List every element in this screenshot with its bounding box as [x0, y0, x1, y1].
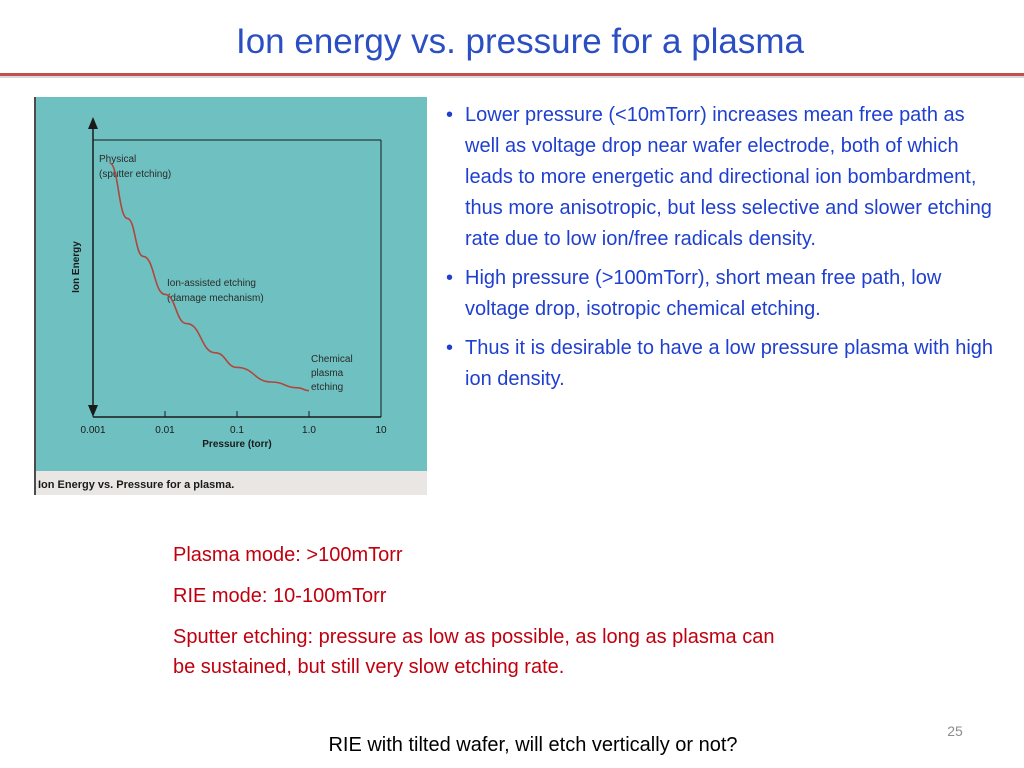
note-rie-mode: RIE mode: 10-100mTorr: [173, 585, 387, 607]
annotation-line: etching: [311, 382, 344, 393]
bullet-item: • Lower pressure (<10mTorr) increases mean free path as well as voltage drop near wafer electrode, both of which leads to more energetic and directional ion bombardment, thus more anisotropic, but less selective and slower etching rate due to low ion/free radicals density.: [446, 100, 996, 255]
annotation-line: Chemical: [311, 354, 353, 365]
x-tick-label: 1.0: [302, 425, 316, 436]
figure-caption: Ion Energy vs. Pressure for a plasma.: [38, 479, 235, 491]
bullet-list: [446, 100, 996, 403]
annotation-line: Physical: [99, 154, 137, 165]
mode-notes: [173, 540, 793, 693]
x-axis-label: Pressure (torr): [202, 439, 272, 450]
page-number: 25: [947, 723, 963, 739]
annotation-line: (sputter etching): [99, 169, 172, 180]
annotation-line: Ion-assisted etching: [167, 278, 256, 289]
title-divider-shadow: [0, 76, 1024, 78]
note-sputter-etching: Sputter etching: pressure as low as possible, as long as plasma can be sustained, but still very slow etching rate.: [173, 626, 775, 678]
bullet-item: • Thus it is desirable to have a low pressure plasma with high ion density.: [446, 333, 996, 395]
note-plasma-mode: Plasma mode: >100mTorr: [173, 544, 403, 566]
x-tick-label: 0.001: [80, 425, 106, 436]
x-tick-label: 10: [375, 425, 387, 436]
slide-title: Ion energy vs. pressure for a plasma: [235, 22, 805, 61]
x-tick-label: 0.1: [230, 425, 244, 436]
question-text: RIE with tilted wafer, will etch vertically or not?: [328, 734, 738, 756]
annotation-line: (damage mechanism): [167, 293, 264, 304]
ion-energy-figure: [34, 97, 427, 495]
x-tick-label: 0.01: [155, 425, 175, 436]
y-axis-label: Ion Energy: [71, 241, 82, 293]
annotation-line: plasma: [311, 368, 344, 379]
bullet-item: • High pressure (>100mTorr), short mean free path, low voltage drop, isotropic chemical etching.: [446, 263, 996, 325]
